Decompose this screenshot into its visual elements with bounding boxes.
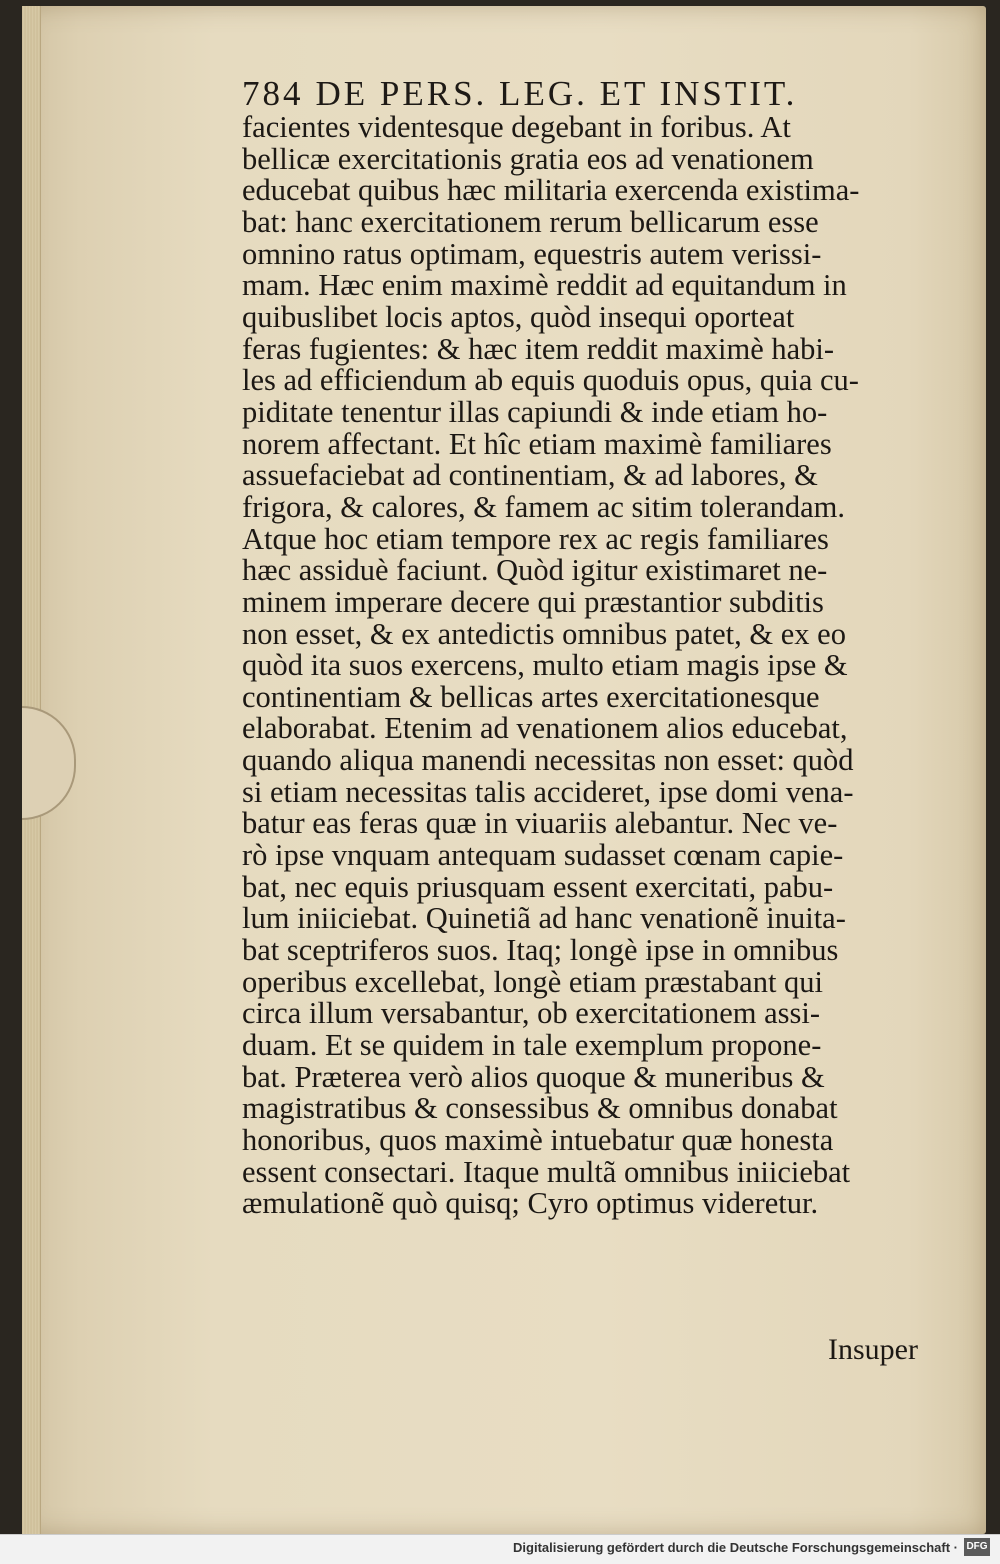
text-line: facientes videntesque degebant in foribus. At bbox=[242, 110, 791, 144]
text-line: batur eas feras quæ in viuariis alebantur. Nec ve- bbox=[242, 806, 838, 841]
text-line: operibus excellebat, longè etiam præstabant qui bbox=[242, 964, 824, 999]
text-line: assuefaciebat ad continentiam, & ad labores, & bbox=[242, 458, 818, 493]
text-line: quando aliqua manendi necessitas non esset: quòd bbox=[242, 743, 854, 778]
text-line: Atque hoc etiam tempore rex ac regis familiares bbox=[242, 521, 829, 556]
text-line: si etiam necessitas talis accideret, ipse domi vena- bbox=[242, 774, 854, 809]
text-line: quòd ita suos exercens, multo etiam magis ipse & bbox=[242, 648, 848, 683]
text-line: bat: hanc exercitationem rerum bellicarum esse bbox=[242, 204, 819, 239]
text-line: bellicæ exercitationis gratia eos ad venationem bbox=[242, 141, 814, 176]
text-line: bat sceptriferos suos. Itaq; longè ipse in omnibus bbox=[242, 933, 839, 968]
text-line: non esset, & ex antedictis omnibus patet, & ex eo bbox=[242, 616, 846, 651]
text-line: educebat quibus hæc militaria exercenda existima- bbox=[242, 173, 860, 208]
text-line: les ad efficiendum ab equis quoduis opus, quia cu- bbox=[242, 363, 859, 398]
text-line: essent consectari. Itaque multã omnibus iniiciebat bbox=[242, 1154, 851, 1189]
text-line: continentiam & bellicas artes exercitationesque bbox=[242, 679, 820, 714]
text-line: piditate tenentur illas capiundi & inde etiam ho- bbox=[242, 394, 828, 429]
text-line: frigora, & calores, & famem ac sitim tolerandam. bbox=[242, 489, 846, 524]
text-line: duam. Et se quidem in tale exemplum propone- bbox=[242, 1028, 822, 1063]
text-line: minem imperare decere qui præstantior subditis bbox=[242, 584, 824, 619]
body-text bbox=[242, 112, 942, 1220]
binding-clasp bbox=[22, 706, 76, 820]
text-line: circa illum versabantur, ob exercitationem assi- bbox=[242, 996, 821, 1031]
text-line: rò ipse vnquam antequam sudasset cœnam capie- bbox=[242, 838, 844, 873]
text-line: mam. Hæc enim maximè reddit ad equitandum in bbox=[242, 268, 847, 303]
text-line: bat, nec equis priusquam essent exercitati, pabu- bbox=[242, 869, 834, 904]
dfg-logo: DFG bbox=[964, 1538, 990, 1556]
page-number: 784 bbox=[242, 74, 304, 113]
catchword: Insuper bbox=[828, 1333, 918, 1366]
text-line: æmulationẽ quò quisq; Cyro optimus videretur. bbox=[242, 1186, 819, 1221]
text-line: quibuslibet locis aptos, quòd insequi oporteat bbox=[242, 299, 795, 334]
text-line: feras fugientes: & hæc item reddit maximè habi- bbox=[242, 331, 835, 366]
funding-notice: Digitalisierung gefördert durch die Deutsche Forschungsgemeinschaft · bbox=[513, 1540, 958, 1555]
text-line: elaborabat. Etenim ad venationem alios educebat, bbox=[242, 711, 848, 746]
running-head bbox=[242, 74, 932, 114]
text-line: honoribus, quos maximè intuebatur quæ honesta bbox=[242, 1123, 834, 1157]
running-head-title: DE PERS. LEG. ET INSTIT. bbox=[315, 74, 798, 113]
text-line: hæc assiduè faciunt. Quòd igitur existimaret ne- bbox=[242, 553, 828, 588]
text-line: magistratibus & consessibus & omnibus donabat bbox=[242, 1091, 838, 1126]
text-line: lum iniiciebat. Quinetiã ad hanc venationẽ inuita- bbox=[242, 901, 846, 936]
text-line: norem affectant. Et hîc etiam maximè familiares bbox=[242, 426, 832, 461]
text-line: omnino ratus optimam, equestris autem verissi- bbox=[242, 236, 822, 271]
text-line: bat. Præterea verò alios quoque & muneribus & bbox=[242, 1059, 825, 1094]
